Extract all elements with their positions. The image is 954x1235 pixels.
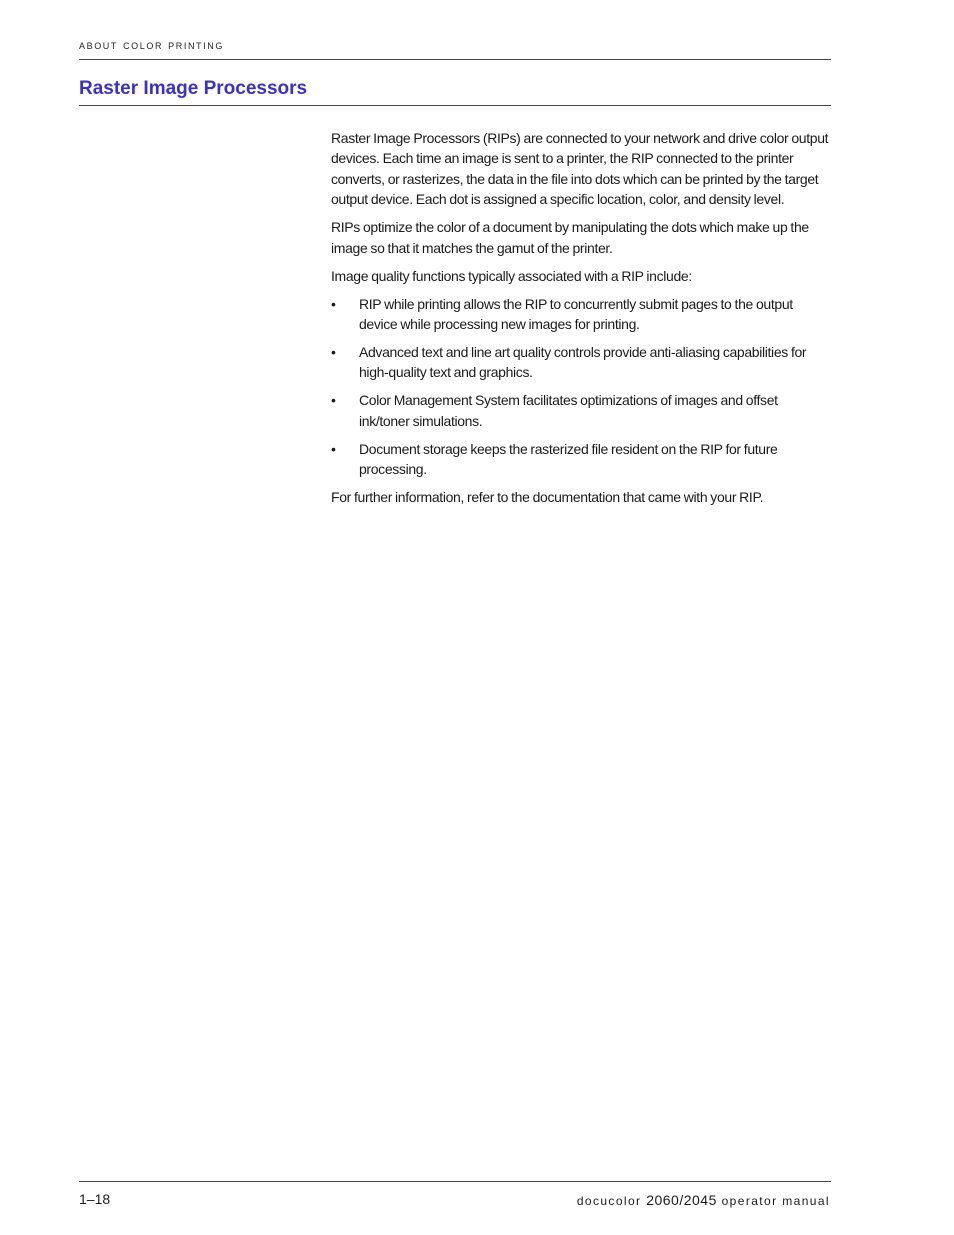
page-number: 1–18 <box>79 1191 111 1207</box>
feature-list <box>331 294 831 480</box>
paragraph-intro: Raster Image Processors (RIPs) are connected to your network and drive color output devices. Each time an image is sent to a printer, the RIP connected to the printer converts, or rasterizes, the data in the file into dots which can be printed by the target output device. Each dot is assigned a specific location, color, and density level. <box>331 130 829 208</box>
paragraph-closing: For further information, refer to the documentation that came with your RIP. <box>331 489 764 506</box>
list-item-text: RIP while printing allows the RIP to concurrently submit pages to the output device while processing new images for printing. <box>359 295 793 333</box>
bullet-icon: • <box>331 440 336 457</box>
bullet-icon: • <box>331 392 336 409</box>
bullet-icon: • <box>331 295 336 312</box>
list-item-text: Document storage keeps the rasterized file resident on the RIP for future processing. <box>359 440 778 478</box>
footer-rule <box>79 1181 831 1182</box>
bullet-icon: • <box>331 344 336 361</box>
manual-title-suffix: operator manual <box>721 1194 830 1208</box>
manual-title <box>577 1192 830 1208</box>
running-head <box>79 38 224 52</box>
list-item-text: Color Management System facilitates optimizations of images and offset ink/toner simulations. <box>359 392 778 429</box>
header-rule <box>79 59 831 60</box>
manual-title-model: 2060/2045 <box>646 1192 717 1208</box>
paragraph-optimize: RIPs optimize the color of a document by manipulating the dots which make up the image so that it matches the gamut of the printer. <box>331 219 809 256</box>
title-rule <box>79 105 831 106</box>
body-column <box>331 128 831 515</box>
section-title: Raster Image Processors <box>79 78 308 99</box>
list-item <box>331 294 831 335</box>
list-item-text: Advanced text and line art quality controls provide anti-aliasing capabilities for high-quality text and graphics. <box>359 344 807 381</box>
manual-title-prefix: docucolor <box>576 1194 642 1208</box>
paragraph-list-intro: Image quality functions typically associated with a RIP include: <box>331 267 692 284</box>
list-item <box>331 439 831 480</box>
list-item <box>331 390 831 431</box>
running-head-text: about color printing <box>79 38 224 52</box>
list-item <box>331 342 831 383</box>
